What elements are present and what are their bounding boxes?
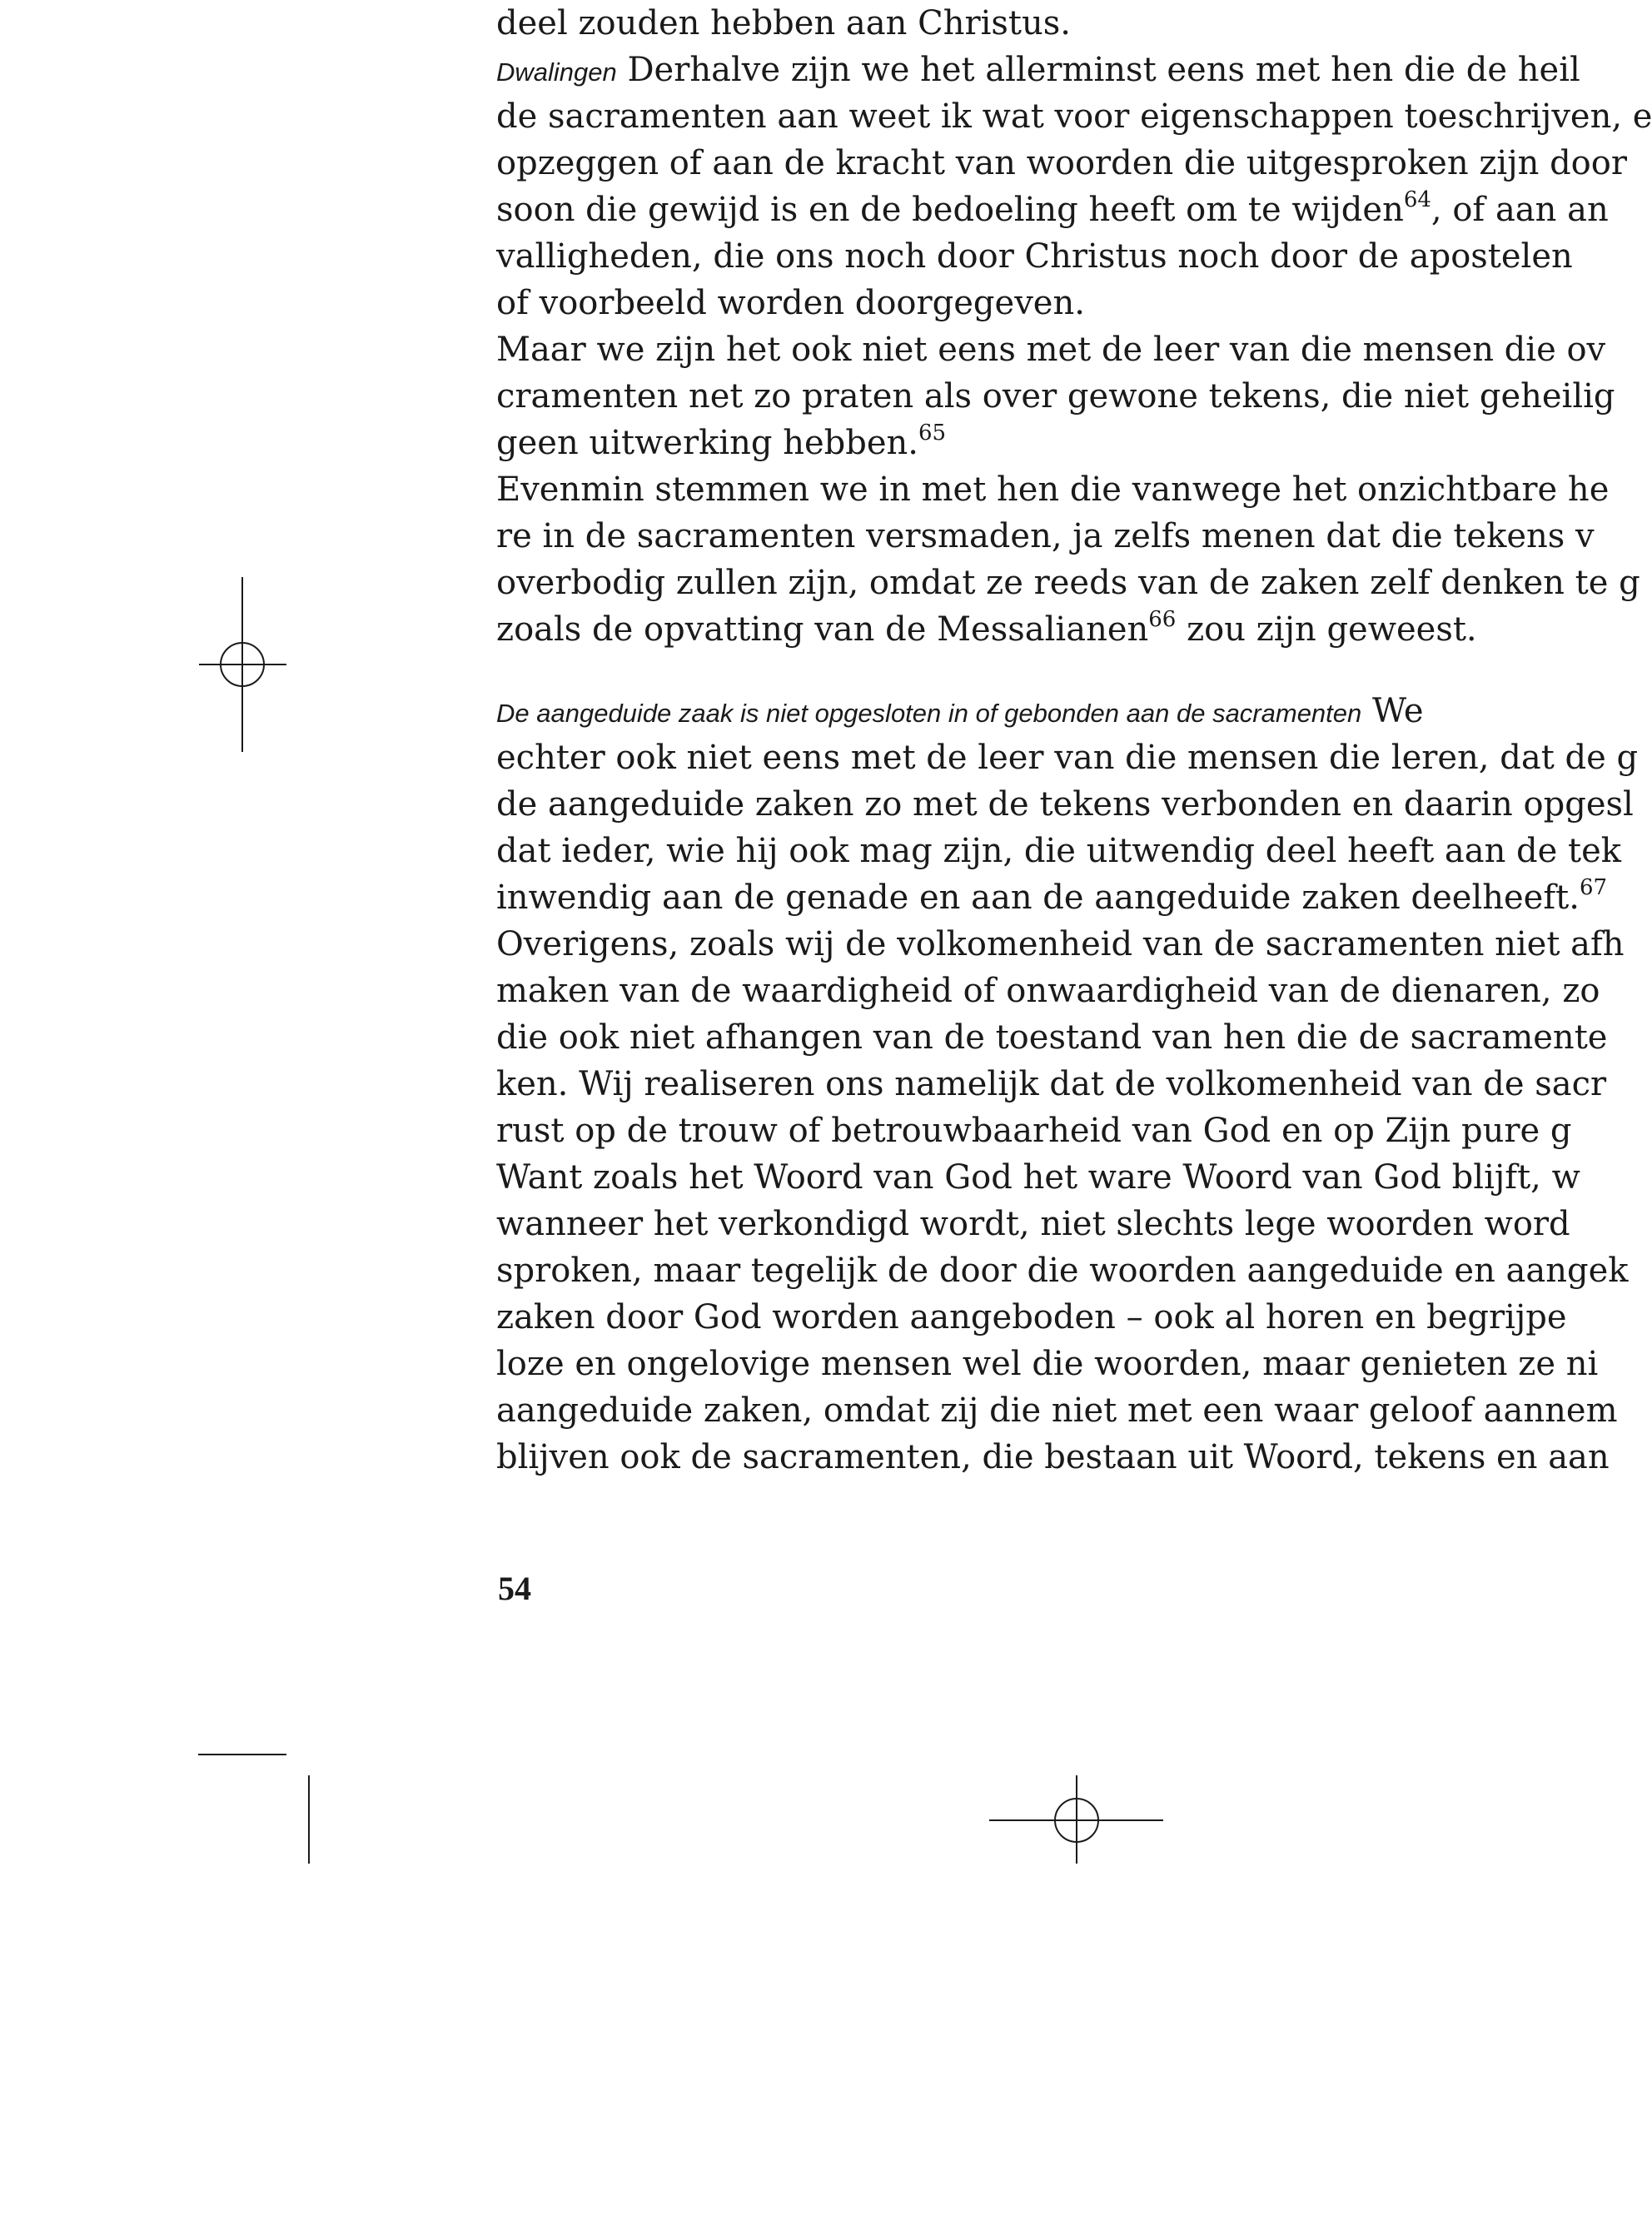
text-line: opzeggen of aan de kracht van woorden die uitgesproken zijn door [496,144,1627,182]
text-line: Maar we zijn het ook niet eens met de leer van die mensen die ov [496,331,1606,369]
text-line: geen uitwerking hebben.$^{65}$ [496,421,947,462]
margin-heading: Dwalingen [496,57,617,87]
text-line: re in de sacramenten versmaden, ja zelfs menen dat die tekens v [496,517,1595,555]
text-line: aangeduide zaken, omdat zij die niet met een waar geloof aannem [496,1391,1618,1430]
footnote-ref: 67 [1579,875,1608,900]
text-line: ken. Wij realiseren ons namelijk dat de volkomenheid van de sacr [496,1065,1607,1103]
text-line: of voorbeeld worden doorgegeven. [496,284,1085,322]
footnote-ref: 64 [1403,187,1431,212]
text-line: Want zoals het Woord van God het ware Woord van God blijft, w [496,1158,1580,1197]
registration-mark-left [199,577,286,752]
margin-heading: De aangeduide zaak is niet opgesloten in of gebonden aan de sacramenten [496,699,1362,728]
text-line: maken van de waardigheid of onwaardigheid van de dienaren, zo [496,972,1600,1010]
text-line: loze en ongelovige mensen wel die woorden, maar genieten ze ni [496,1345,1599,1383]
text-line: zaken door God worden aangeboden – ook al horen en begrijpe [496,1298,1567,1336]
text-line: Dwalingen Derhalve zijn we het allerminst eens met hen die de heil [496,51,1580,89]
footnote-ref: 66 [1148,607,1177,632]
text-line: wanneer het verkondigd wordt, niet slechts lege woorden word [496,1205,1570,1243]
page-number: 54 [498,1570,531,1607]
text-line: zoals de opvatting van de Messalianen$^{66}$ zou zijn geweest. [496,607,1477,649]
text-line: soon die gewijd is en de bedoeling heeft om te wijden$^{64}$, of aan an [496,187,1609,229]
text-line: inwendig aan de genade en aan de aangeduide zaken deelheeft.$^{67}$ [496,875,1608,917]
text-line: echter ook niet eens met de leer van die mensen die leren, dat de g [496,739,1639,777]
text-line: Overigens, zoals wij de volkomenheid van de sacramenten niet afh [496,925,1625,963]
text-line: blijven ook de sacramenten, die bestaan uit Woord, tekens en aan [496,1438,1610,1476]
text-line: overbodig zullen zijn, omdat ze reeds van de zaken zelf denken te g [496,564,1640,602]
registration-mark-bottom [989,1775,1163,1864]
text-line: cramenten net zo praten als over gewone tekens, die niet geheilig [496,377,1615,416]
text-line: De aangeduide zaak is niet opgesloten in of gebonden aan de sacramenten We [496,692,1424,730]
text-line: die ook niet afhangen van de toestand van hen die de sacramente [496,1018,1608,1057]
footnote-ref: 65 [918,421,947,445]
text-line: de sacramenten aan weet ik wat voor eigenschappen toeschrijven, e [496,97,1652,136]
text-line: valligheden, die ons noch door Christus noch door de apostelen [496,237,1573,276]
text-line: sproken, maar tegelijk de door die woorden aangeduide en aangek [496,1252,1629,1290]
text-line: dat ieder, wie hij ook mag zijn, die uitwendig deel heeft aan de tek [496,832,1622,870]
text-line: rust op de trouw of betrouwbaarheid van God en op Zijn pure g [496,1112,1572,1150]
text-line: deel zouden hebben aan Christus. [496,4,1071,42]
text-line: de aangeduide zaken zo met de tekens verbonden en daarin opgesl [496,785,1634,824]
text-line: Evenmin stemmen we in met hen die vanwege het onzichtbare he [496,470,1610,509]
